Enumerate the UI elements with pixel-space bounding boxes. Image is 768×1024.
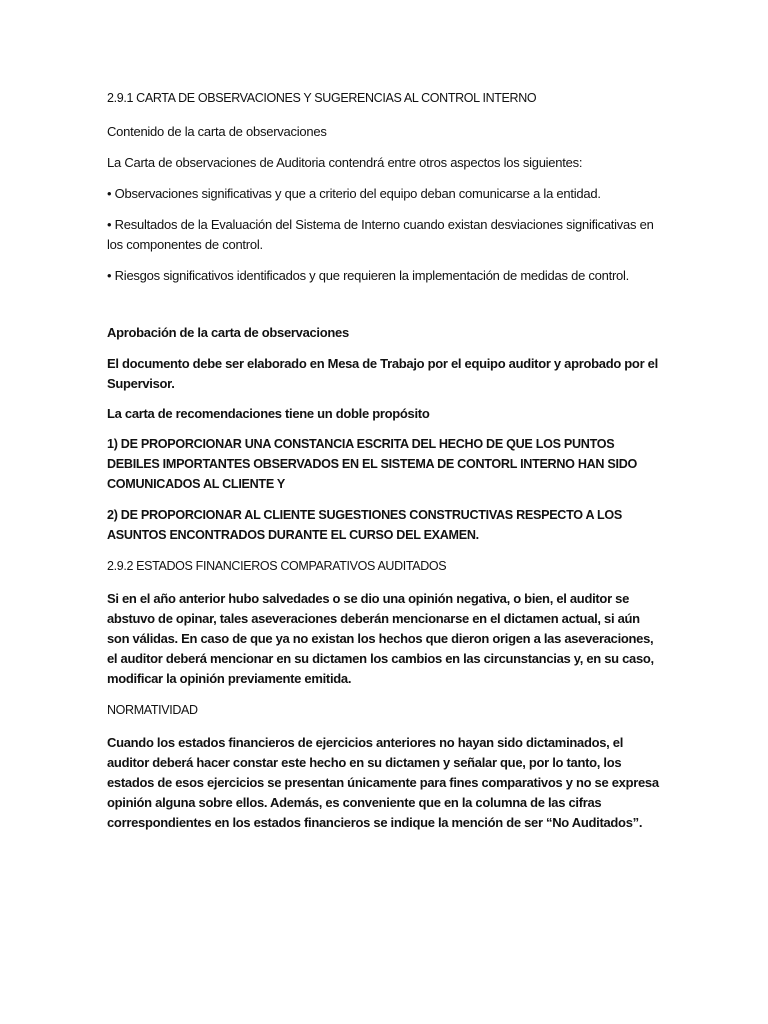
purpose-intro: La carta de recomendaciones tiene un doble propósito [107, 406, 430, 421]
purpose-item-1: 1) DE PROPORCIONAR UNA CONSTANCIA ESCRITA DEL HECHO DE QUE LOS PUNTOS DEBILES IMPORTANTES OBSERVADOS EN EL SISTEMA DE CONTORL INTERNO HAN SIDO COMUNICADOS AL CLIENTE Y [107, 437, 638, 491]
comparative-paragraph: Si en el año anterior hubo salvedades o se dio una opinión negativa, o bien, el auditor se abstuvo de opinar, tales aseveraciones deberán mencionarse en el dictamen actual, si aún son válidas. En caso de que ya no existan los hechos que dieron origen a las aseveraciones, el auditor deberá mencionar en su dictamen los cambios en las circunstancias y, en su caso, modificar la opinión previamente emitida. [107, 591, 654, 686]
approval-paragraph: El documento debe ser elaborado en Mesa de Trabajo por el equipo auditor y aprobado por el Supervisor. [107, 356, 658, 391]
document-page [107, 88, 659, 845]
bullet-item: • Riesgos significativos identificados y que requieren la implementación de medidas de control. [107, 268, 630, 283]
section-heading-2-9-1: 2.9.1 CARTA DE OBSERVACIONES Y SUGERENCIAS AL CONTROL INTERNO [107, 91, 537, 105]
section-heading-2-9-2: 2.9.2 ESTADOS FINANCIEROS COMPARATIVOS AUDITADOS [107, 559, 447, 573]
content-intro: La Carta de observaciones de Auditoria contendrá entre otros aspectos los siguientes: [107, 155, 583, 170]
normativity-heading: NORMATIVIDAD [107, 703, 198, 717]
purpose-item-2: 2) DE PROPORCIONAR AL CLIENTE SUGESTIONES CONSTRUCTIVAS RESPECTO A LOS ASUNTOS ENCONTRADOS DURANTE EL CURSO DEL EXAMEN. [107, 508, 622, 542]
bullet-item: • Resultados de la Evaluación del Sistema de Interno cuando existan desviaciones significativas en los componentes de control. [107, 217, 654, 252]
approval-subheading: Aprobación de la carta de observaciones [107, 325, 349, 340]
normativity-paragraph: Cuando los estados financieros de ejercicios anteriores no hayan sido dictaminados, el auditor deberá hacer constar este hecho en su dictamen y señalar que, por lo tanto, los estados de esos ejercicios se presentan únicamente para fines comparativos y no se expresa opinión alguna sobre ellos. Además, es conveniente que en la columna de las cifras correspondientes en los estados financieros se indique la mención de ser “No Auditados”. [107, 735, 659, 830]
bullet-item: • Observaciones significativas y que a criterio del equipo deban comunicarse a la entidad. [107, 186, 601, 201]
content-subheading: Contenido de la carta de observaciones [107, 124, 327, 139]
